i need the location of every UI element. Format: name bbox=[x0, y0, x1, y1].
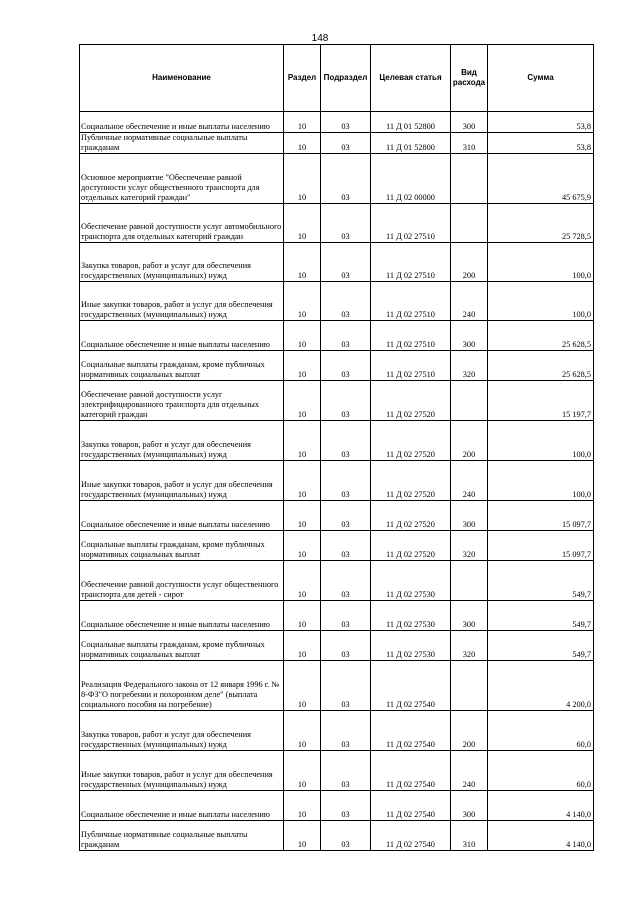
table-row bbox=[80, 501, 594, 531]
cell-name: Обеспечение равной доступности услуг общественного транспорта для детей - сирот bbox=[80, 561, 284, 601]
cell-summa: 549,7 bbox=[488, 601, 594, 631]
cell-name: Социальные выплаты гражданам, кроме публичных нормативных социальных выплат bbox=[80, 531, 284, 561]
cell-summa: 15 097,7 bbox=[488, 501, 594, 531]
cell-name: Публичные нормативные социальные выплаты гражданам bbox=[80, 821, 284, 851]
cell-razdel: 10 bbox=[284, 561, 321, 601]
cell-podrazdel: 03 bbox=[321, 711, 371, 751]
cell-name: Иные закупки товаров, работ и услуг для обеспечения государственных (муниципальных) нужд bbox=[80, 751, 284, 791]
cell-name: Публичные нормативные социальные выплаты гражданам bbox=[80, 133, 284, 154]
cell-vid bbox=[451, 154, 488, 204]
cell-razdel: 10 bbox=[284, 243, 321, 282]
cell-podrazdel: 03 bbox=[321, 501, 371, 531]
cell-podrazdel: 03 bbox=[321, 282, 371, 321]
col-header-razdel: Раздел bbox=[284, 45, 321, 112]
cell-summa: 25 728,5 bbox=[488, 204, 594, 243]
table-row bbox=[80, 133, 594, 154]
cell-razdel: 10 bbox=[284, 751, 321, 791]
col-header-summa: Сумма bbox=[488, 45, 594, 112]
table-row bbox=[80, 243, 594, 282]
table-row bbox=[80, 661, 594, 711]
cell-summa: 4 140,0 bbox=[488, 791, 594, 821]
cell-razdel: 10 bbox=[284, 282, 321, 321]
cell-vid: 300 bbox=[451, 501, 488, 531]
table-row bbox=[80, 204, 594, 243]
cell-summa: 60,0 bbox=[488, 711, 594, 751]
cell-razdel: 10 bbox=[284, 601, 321, 631]
cell-summa: 100,0 bbox=[488, 282, 594, 321]
cell-vid: 310 bbox=[451, 133, 488, 154]
cell-podrazdel: 03 bbox=[321, 561, 371, 601]
cell-statya: 11 Д 02 27510 bbox=[371, 351, 451, 381]
cell-podrazdel: 03 bbox=[321, 751, 371, 791]
cell-razdel: 10 bbox=[284, 421, 321, 461]
cell-razdel: 10 bbox=[284, 631, 321, 661]
cell-summa: 25 628,5 bbox=[488, 351, 594, 381]
cell-summa: 4 140,0 bbox=[488, 821, 594, 851]
cell-vid: 320 bbox=[451, 531, 488, 561]
table-row bbox=[80, 561, 594, 601]
cell-vid: 200 bbox=[451, 421, 488, 461]
cell-name: Обеспечение равной доступности услуг автомобильного транспорта для отдельных категорий граждан bbox=[80, 204, 284, 243]
table-row bbox=[80, 154, 594, 204]
cell-summa: 45 675,9 bbox=[488, 154, 594, 204]
cell-podrazdel: 03 bbox=[321, 661, 371, 711]
cell-summa: 100,0 bbox=[488, 243, 594, 282]
cell-name: Социальные выплаты гражданам, кроме публичных нормативных социальных выплат bbox=[80, 631, 284, 661]
cell-podrazdel: 03 bbox=[321, 351, 371, 381]
cell-vid: 200 bbox=[451, 243, 488, 282]
cell-summa: 53,8 bbox=[488, 133, 594, 154]
header-row bbox=[80, 45, 594, 112]
cell-summa: 549,7 bbox=[488, 631, 594, 661]
cell-vid: 300 bbox=[451, 112, 488, 133]
table-row bbox=[80, 631, 594, 661]
cell-vid bbox=[451, 661, 488, 711]
cell-name: Социальные выплаты гражданам, кроме публичных нормативных социальных выплат bbox=[80, 351, 284, 381]
cell-statya: 11 Д 01 52800 bbox=[371, 112, 451, 133]
cell-statya: 11 Д 02 27540 bbox=[371, 711, 451, 751]
cell-name: Иные закупки товаров, работ и услуг для обеспечения государственных (муниципальных) нужд bbox=[80, 461, 284, 501]
cell-razdel: 10 bbox=[284, 791, 321, 821]
cell-summa: 4 200,0 bbox=[488, 661, 594, 711]
cell-razdel: 10 bbox=[284, 321, 321, 351]
cell-vid: 320 bbox=[451, 631, 488, 661]
col-header-name: Наименование bbox=[80, 45, 284, 112]
cell-statya: 11 Д 02 27510 bbox=[371, 204, 451, 243]
cell-podrazdel: 03 bbox=[321, 421, 371, 461]
cell-podrazdel: 03 bbox=[321, 631, 371, 661]
cell-summa: 100,0 bbox=[488, 421, 594, 461]
cell-podrazdel: 03 bbox=[321, 243, 371, 282]
cell-vid: 310 bbox=[451, 821, 488, 851]
cell-name: Закупка товаров, работ и услуг для обеспечения государственных (муниципальных) нужд bbox=[80, 243, 284, 282]
table-row bbox=[80, 112, 594, 133]
table-row bbox=[80, 421, 594, 461]
cell-vid: 240 bbox=[451, 282, 488, 321]
cell-name: Социальное обеспечение и иные выплаты населению bbox=[80, 601, 284, 631]
cell-statya: 11 Д 02 27520 bbox=[371, 381, 451, 421]
page-number: 148 bbox=[311, 33, 329, 44]
cell-vid: 320 bbox=[451, 351, 488, 381]
cell-statya: 11 Д 02 27510 bbox=[371, 243, 451, 282]
cell-statya: 11 Д 02 27520 bbox=[371, 501, 451, 531]
cell-summa: 25 628,5 bbox=[488, 321, 594, 351]
cell-razdel: 10 bbox=[284, 461, 321, 501]
cell-statya: 11 Д 02 00000 bbox=[371, 154, 451, 204]
col-header-statya: Целевая статья bbox=[371, 45, 451, 112]
cell-razdel: 10 bbox=[284, 661, 321, 711]
cell-statya: 11 Д 02 27510 bbox=[371, 321, 451, 351]
cell-name: Закупка товаров, работ и услуг для обеспечения государственных (муниципальных) нужд bbox=[80, 711, 284, 751]
cell-podrazdel: 03 bbox=[321, 133, 371, 154]
cell-summa: 53,8 bbox=[488, 112, 594, 133]
cell-vid: 300 bbox=[451, 321, 488, 351]
cell-razdel: 10 bbox=[284, 381, 321, 421]
cell-podrazdel: 03 bbox=[321, 791, 371, 821]
cell-razdel: 10 bbox=[284, 711, 321, 751]
cell-podrazdel: 03 bbox=[321, 531, 371, 561]
table-row bbox=[80, 821, 594, 851]
cell-vid bbox=[451, 381, 488, 421]
cell-name: Социальное обеспечение и иные выплаты населению bbox=[80, 501, 284, 531]
cell-statya: 11 Д 02 27540 bbox=[371, 751, 451, 791]
table-row bbox=[80, 791, 594, 821]
cell-summa: 100,0 bbox=[488, 461, 594, 501]
table-row bbox=[80, 461, 594, 501]
cell-statya: 11 Д 02 27510 bbox=[371, 282, 451, 321]
cell-vid: 300 bbox=[451, 601, 488, 631]
cell-name: Социальное обеспечение и иные выплаты населению bbox=[80, 321, 284, 351]
cell-summa: 60,0 bbox=[488, 751, 594, 791]
cell-podrazdel: 03 bbox=[321, 204, 371, 243]
cell-podrazdel: 03 bbox=[321, 154, 371, 204]
table-row bbox=[80, 321, 594, 351]
cell-podrazdel: 03 bbox=[321, 112, 371, 133]
table-row bbox=[80, 711, 594, 751]
cell-vid: 240 bbox=[451, 461, 488, 501]
cell-razdel: 10 bbox=[284, 133, 321, 154]
cell-summa: 15 097,7 bbox=[488, 531, 594, 561]
cell-vid: 300 bbox=[451, 791, 488, 821]
cell-name: Социальное обеспечение и иные выплаты населению bbox=[80, 791, 284, 821]
table-row bbox=[80, 531, 594, 561]
cell-summa: 549,7 bbox=[488, 561, 594, 601]
table-row bbox=[80, 381, 594, 421]
cell-razdel: 10 bbox=[284, 204, 321, 243]
cell-vid: 240 bbox=[451, 751, 488, 791]
cell-razdel: 10 bbox=[284, 154, 321, 204]
cell-razdel: 10 bbox=[284, 112, 321, 133]
cell-statya: 11 Д 02 27520 bbox=[371, 461, 451, 501]
budget-table bbox=[79, 44, 594, 851]
cell-podrazdel: 03 bbox=[321, 321, 371, 351]
cell-razdel: 10 bbox=[284, 821, 321, 851]
cell-statya: 11 Д 02 27540 bbox=[371, 821, 451, 851]
cell-name: Обеспечение равной доступности услуг электрифицированного транспорта для отдельных категорий граждан bbox=[80, 381, 284, 421]
cell-vid bbox=[451, 561, 488, 601]
cell-podrazdel: 03 bbox=[321, 381, 371, 421]
cell-vid bbox=[451, 204, 488, 243]
col-header-podrazdel: Подраздел bbox=[321, 45, 371, 112]
cell-statya: 11 Д 02 27540 bbox=[371, 661, 451, 711]
cell-razdel: 10 bbox=[284, 351, 321, 381]
col-header-vid: Вид расхода bbox=[451, 45, 488, 112]
cell-statya: 11 Д 02 27530 bbox=[371, 601, 451, 631]
cell-razdel: 10 bbox=[284, 501, 321, 531]
cell-razdel: 10 bbox=[284, 531, 321, 561]
cell-podrazdel: 03 bbox=[321, 821, 371, 851]
cell-name: Иные закупки товаров, работ и услуг для обеспечения государственных (муниципальных) нужд bbox=[80, 282, 284, 321]
cell-name: Основное мероприятие "Обеспечение равной доступности услуг общественного транспорта для отдельных категорий граждан" bbox=[80, 154, 284, 204]
table-row bbox=[80, 601, 594, 631]
cell-podrazdel: 03 bbox=[321, 601, 371, 631]
cell-name: Реализация Федерального закона от 12 января 1996 г. № 8-ФЗ"О погребении и похоронном деле" (выплата социального пособия на погребение) bbox=[80, 661, 284, 711]
table-row bbox=[80, 282, 594, 321]
cell-name: Закупка товаров, работ и услуг для обеспечения государственных (муниципальных) нужд bbox=[80, 421, 284, 461]
cell-statya: 11 Д 02 27520 bbox=[371, 531, 451, 561]
cell-summa: 15 197,7 bbox=[488, 381, 594, 421]
cell-name: Социальное обеспечение и иные выплаты населению bbox=[80, 112, 284, 133]
cell-statya: 11 Д 02 27530 bbox=[371, 561, 451, 601]
cell-podrazdel: 03 bbox=[321, 461, 371, 501]
cell-vid: 200 bbox=[451, 711, 488, 751]
table-row bbox=[80, 751, 594, 791]
cell-statya: 11 Д 01 52800 bbox=[371, 133, 451, 154]
cell-statya: 11 Д 02 27530 bbox=[371, 631, 451, 661]
cell-statya: 11 Д 02 27540 bbox=[371, 791, 451, 821]
table-row bbox=[80, 351, 594, 381]
cell-statya: 11 Д 02 27520 bbox=[371, 421, 451, 461]
